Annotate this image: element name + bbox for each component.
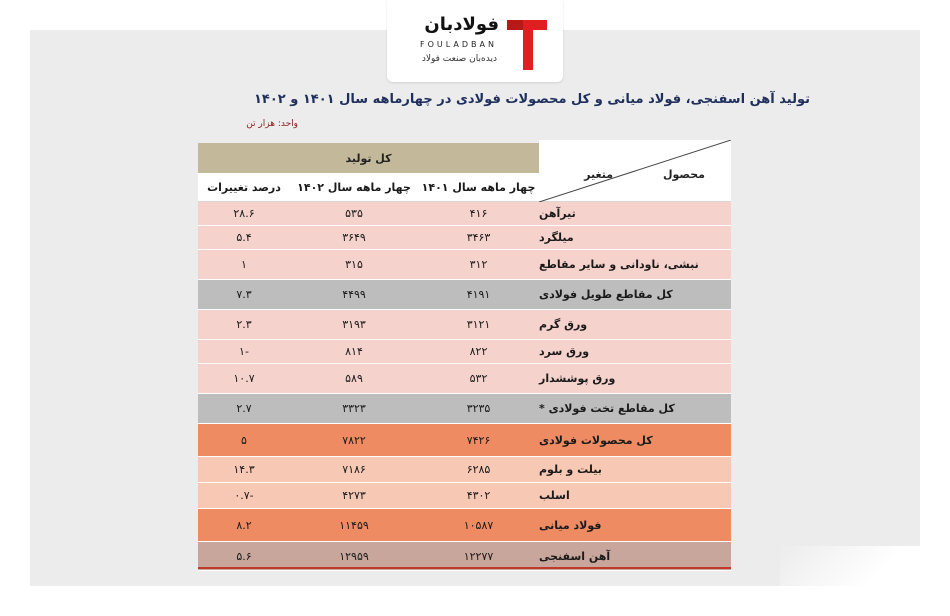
value-1401: ۴۱۹۱ — [466, 288, 491, 301]
value-1402: ۸۱۴ — [345, 345, 363, 358]
brand-tagline: دیده‌بان صنعت فولاد — [421, 54, 497, 64]
header-product: محصول — [662, 168, 705, 181]
value-1402: ۱۲۹۵۹ — [339, 549, 369, 563]
value-change-pct: ۵ — [241, 433, 247, 447]
value-change-pct: ۲.۷ — [236, 402, 252, 415]
table-row — [198, 202, 731, 226]
brand-logo — [387, 0, 563, 82]
value-1402: ۴۲۷۳ — [342, 489, 366, 502]
unit-label: واحد: هزار تن — [246, 119, 298, 129]
table-row-subtotal — [198, 394, 731, 424]
row-label: اسلب — [539, 489, 570, 502]
row-label: کل مقاطع طویل فولادی — [539, 288, 673, 301]
header-variable: متغیر — [584, 168, 613, 181]
table-row-subtotal — [198, 280, 731, 310]
table-row-total — [198, 509, 731, 542]
value-1402: ۳۶۴۹ — [342, 231, 366, 244]
table-row-total — [198, 424, 731, 457]
table-row — [198, 340, 731, 364]
row-label: ورق پوششدار — [539, 372, 616, 385]
page-title: تولید آهن اسفنجی، فولاد میانی و کل محصولات فولادی در چهارماهه سال ۱۴۰۱ و ۱۴۰۲ — [253, 92, 810, 107]
header-product-variable — [539, 140, 731, 202]
value-1402: ۳۱۹۳ — [342, 318, 366, 331]
value-change-pct: ۷.۳ — [236, 288, 252, 301]
value-1401: ۷۴۲۶ — [466, 433, 491, 447]
row-label: نبشی، ناودانی و سایر مقاطع — [539, 258, 699, 271]
row-label: کل مقاطع تخت فولادی * — [539, 402, 675, 415]
value-1402: ۵۸۹ — [345, 372, 363, 385]
table-row — [198, 310, 731, 340]
value-1401: ۳۱۲ — [469, 258, 488, 271]
header-col-1402: چهار ماهه سال ۱۴۰۲ — [290, 173, 418, 202]
value-1402: ۱۱۴۵۹ — [339, 518, 369, 532]
header-col-pct: درصد تغییرات — [198, 173, 290, 202]
value-1402: ۳۱۵ — [345, 258, 363, 271]
row-label: فولاد میانی — [539, 518, 602, 532]
production-table — [198, 140, 731, 571]
panel-fade — [780, 546, 920, 586]
value-change-pct: ۱۴.۳ — [233, 463, 255, 476]
value-change-pct: -۰.۷ — [234, 489, 254, 502]
table-row — [198, 483, 731, 509]
row-label: تیرآهن — [539, 207, 576, 220]
value-1402: ۷۸۲۲ — [342, 433, 366, 447]
value-change-pct: ۸.۲ — [236, 518, 252, 532]
row-label: بیلت و بلوم — [539, 463, 602, 476]
table-bottom-rule — [198, 567, 731, 569]
value-1401: ۳۴۶۳ — [466, 231, 491, 244]
value-1402: ۷۱۸۶ — [342, 463, 366, 476]
brand-name-fa: فولادبان — [424, 14, 499, 35]
value-1402: ۴۴۹۹ — [342, 288, 366, 301]
table-row — [198, 226, 731, 250]
brand-name-en: FOULADBAN — [420, 40, 497, 49]
row-label: کل محصولات فولادی — [539, 433, 653, 447]
value-change-pct: -۱ — [239, 345, 249, 358]
value-change-pct: ۱ — [241, 258, 247, 271]
value-1401: ۳۲۳۵ — [466, 402, 491, 415]
table-header — [198, 140, 731, 202]
value-1402: ۵۳۵ — [345, 207, 363, 220]
row-label: میلگرد — [539, 231, 574, 244]
value-1401: ۶۲۸۵ — [466, 463, 491, 476]
value-1401: ۵۳۲ — [469, 372, 488, 385]
value-change-pct: ۲.۳ — [236, 318, 252, 331]
table-row — [198, 364, 731, 394]
value-change-pct: ۵.۶ — [236, 549, 252, 563]
header-col-1401: چهار ماهه سال ۱۴۰۱ — [418, 173, 539, 202]
table-row — [198, 457, 731, 483]
value-1401: ۱۲۲۷۷ — [463, 549, 494, 563]
value-1401: ۴۱۶ — [469, 207, 488, 220]
value-change-pct: ۲۸.۶ — [233, 207, 255, 220]
value-change-pct: ۵.۴ — [236, 231, 252, 244]
value-1402: ۳۳۲۳ — [342, 402, 366, 415]
row-label: آهن اسفنجی — [539, 549, 611, 563]
fouladban-logo-icon — [505, 16, 549, 72]
value-1401: ۸۲۲ — [469, 345, 488, 358]
header-subcolumns — [198, 173, 539, 202]
value-change-pct: ۱۰.۷ — [233, 372, 255, 385]
value-1401: ۳۱۲۱ — [466, 318, 491, 331]
value-1401: ۱۰۵۸۷ — [463, 518, 494, 532]
header-total-production: کل تولید — [198, 143, 539, 173]
table-row — [198, 250, 731, 280]
row-label: ورق گرم — [539, 318, 588, 331]
value-1401: ۴۳۰۲ — [466, 489, 491, 502]
row-label: ورق سرد — [539, 345, 590, 358]
